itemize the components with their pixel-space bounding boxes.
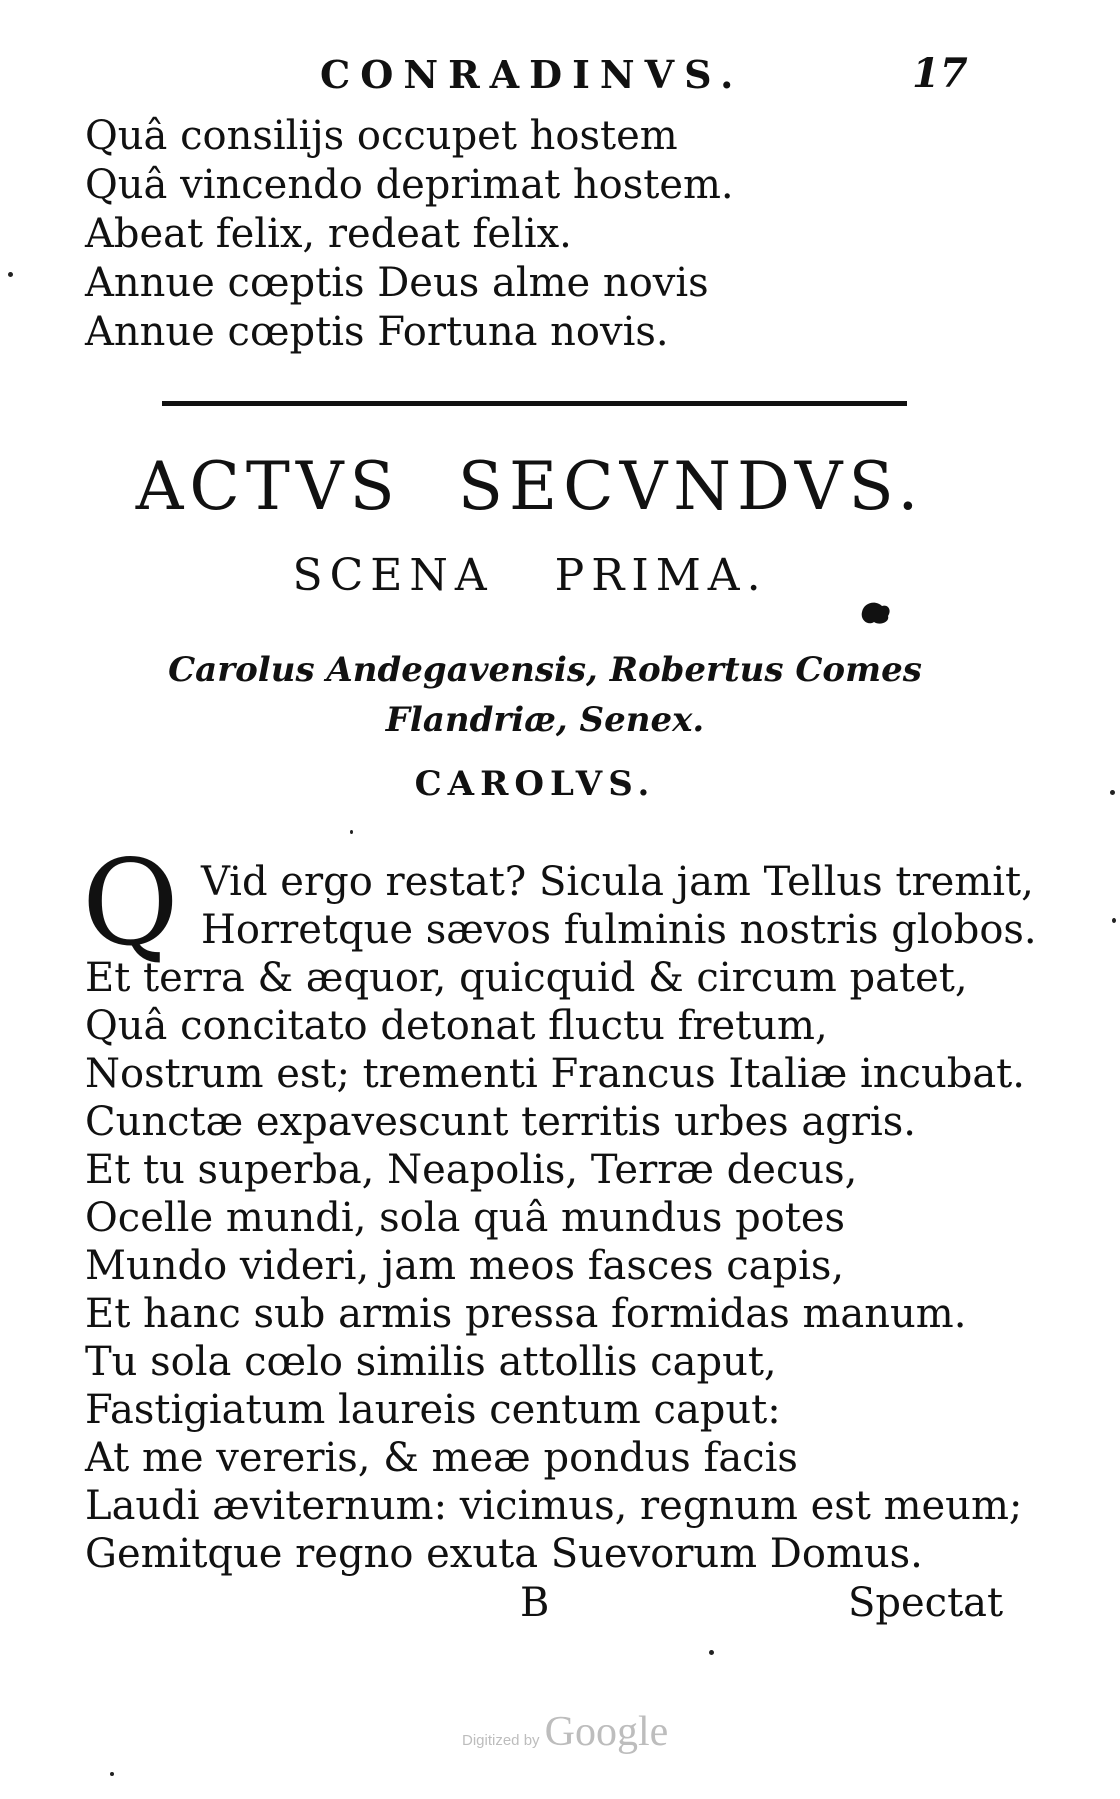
digitized-by-watermark <box>462 1708 668 1756</box>
page-number: 17 <box>912 50 968 97</box>
verse-line: Annue cœptis Fortuna novis. <box>85 309 669 355</box>
drop-cap: Q <box>82 834 179 972</box>
speech-line: Tu sola cœlo similis attollis caput, <box>85 1339 777 1385</box>
speech-line: Horretque sævos fulminis nostris globos. <box>201 907 1037 953</box>
print-speck <box>8 272 13 277</box>
dramatis-line: Flandriæ, Senex. <box>385 700 705 740</box>
catchword: Spectat <box>848 1580 1004 1626</box>
scene-title: SCENA PRIMA. <box>292 550 768 601</box>
print-speck <box>709 1650 714 1655</box>
speech-block <box>85 858 1037 1578</box>
google-logo: Google <box>544 1709 669 1755</box>
speech-line: Vid ergo restat? Sicula jam Tellus tremit, <box>201 859 1034 905</box>
print-speck <box>350 830 353 834</box>
verse-line: Quâ consilijs occupet hostem <box>85 113 678 159</box>
speech-line: Ocelle mundi, sola quâ mundus potes <box>85 1195 846 1241</box>
dramatis-line: Carolus Andegavensis, Robertus Comes <box>168 650 922 690</box>
verse-line: Quâ vincendo deprimat hostem. <box>85 162 734 208</box>
speech-line: Laudi æviternum: vicimus, regnum est meum; <box>85 1483 1023 1529</box>
section-divider-rule <box>162 401 907 406</box>
print-speck <box>1110 790 1115 795</box>
ink-blot-ornament-icon <box>858 598 894 628</box>
print-speck <box>110 1772 114 1776</box>
print-speck <box>1112 918 1116 923</box>
speech-line: Et terra & æquor, quicquid & circum patet, <box>85 955 968 1001</box>
speech-line: Mundo videri, jam meos fasces capis, <box>85 1243 845 1289</box>
chorus-verses <box>85 112 734 357</box>
verse-line: Annue cœptis Deus alme novis <box>85 260 709 306</box>
speech-line: Cunctæ expavescunt territis urbes agris. <box>85 1099 917 1145</box>
speech-line: Gemitque regno exuta Suevorum Domus. <box>85 1531 923 1577</box>
speech-line: Et hanc sub armis pressa formidas manum. <box>85 1291 967 1337</box>
verse-line: Abeat felix, redeat felix. <box>85 211 572 257</box>
speaker-name: CAROLVS. <box>414 764 656 804</box>
speech-line: Quâ concitato detonat fluctu fretum, <box>85 1003 828 1049</box>
speech-line: Et tu superba, Neapolis, Terræ decus, <box>85 1147 858 1193</box>
digitized-label: Digitized by <box>462 1732 540 1749</box>
speech-line: Fastigiatum laureis centum caput: <box>85 1387 781 1433</box>
dramatis-personae <box>0 645 1090 745</box>
speech-line: Nostrum est; trementi Francus Italiæ incubat. <box>85 1051 1025 1097</box>
signature-mark: B <box>520 1580 550 1626</box>
speech-line: At me vereris, & meæ pondus facis <box>85 1435 798 1481</box>
running-head: CONRADINVS. <box>320 52 744 97</box>
act-title: ACTVS SECVNDVS. <box>135 448 925 525</box>
